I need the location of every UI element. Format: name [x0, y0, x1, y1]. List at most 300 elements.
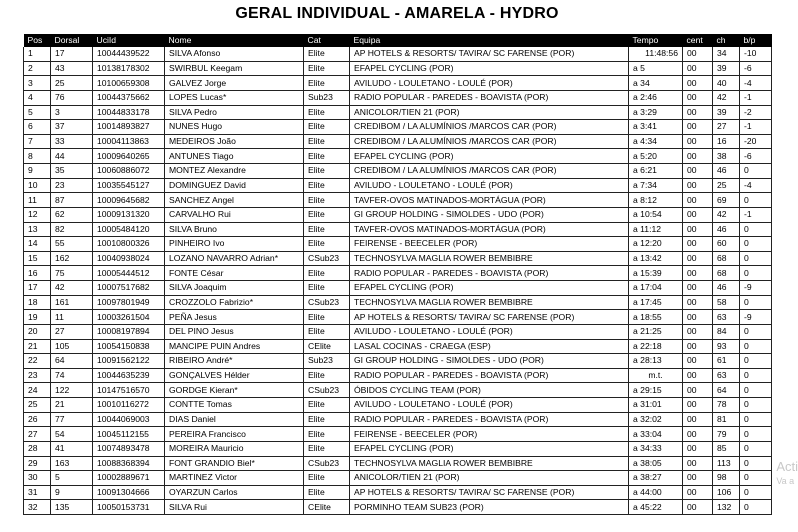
cell-bp: 0 [740, 441, 772, 456]
cell-cat: Elite [304, 237, 350, 252]
cell-bp: -6 [740, 61, 772, 76]
cell-dorsal: 64 [51, 354, 93, 369]
cell-nome: PINHEIRO Ivo [165, 237, 304, 252]
cell-cent: 00 [683, 90, 713, 105]
cell-bp: -9 [740, 281, 772, 296]
cell-uciid: 10054150838 [93, 339, 165, 354]
cell-nome: MANCIPE PUIN Andres [165, 339, 304, 354]
cell-pos: 13 [24, 222, 51, 237]
cell-bp: -9 [740, 310, 772, 325]
cell-cat: Elite [304, 266, 350, 281]
cell-pos: 29 [24, 456, 51, 471]
cell-uciid: 10014893827 [93, 120, 165, 135]
cell-uciid: 10005484120 [93, 222, 165, 237]
cell-uciid: 10008197894 [93, 324, 165, 339]
windows-activation-watermark [776, 460, 798, 488]
cell-pos: 4 [24, 90, 51, 105]
cell-dorsal: 42 [51, 281, 93, 296]
cell-nome: DEL PINO Jesus [165, 324, 304, 339]
table-row [24, 471, 772, 486]
table-row [24, 149, 772, 164]
cell-equipa: AP HOTELS & RESORTS/ TAVIRA/ SC FARENSE (POR) [350, 485, 629, 500]
cell-bp: 0 [740, 456, 772, 471]
cell-uciid: 10147516570 [93, 383, 165, 398]
cell-nome: DIAS Daniel [165, 412, 304, 427]
cell-ch: 39 [713, 61, 740, 76]
cell-uciid: 10100659308 [93, 76, 165, 91]
cell-cent: 00 [683, 339, 713, 354]
cell-equipa: CREDIBOM / LA ALUMÍNIOS /MARCOS CAR (POR) [350, 134, 629, 149]
cell-pos: 24 [24, 383, 51, 398]
cell-nome: FONT GRANDIO Biel* [165, 456, 304, 471]
cell-uciid: 10088368394 [93, 456, 165, 471]
table-row [24, 281, 772, 296]
cell-dorsal: 62 [51, 207, 93, 222]
cell-uciid: 10060886072 [93, 164, 165, 179]
cell-tempo: a 5 [629, 61, 683, 76]
cell-pos: 3 [24, 76, 51, 91]
cell-nome: PEREIRA Francisco [165, 427, 304, 442]
cell-tempo: a 34:33 [629, 441, 683, 456]
cell-uciid: 10005444512 [93, 266, 165, 281]
cell-cent: 00 [683, 266, 713, 281]
cell-equipa: AVILUDO - LOULETANO - LOULÉ (POR) [350, 324, 629, 339]
cell-pos: 14 [24, 237, 51, 252]
watermark-line-1: Acti [776, 459, 798, 474]
cell-equipa: GI GROUP HOLDING - SIMOLDES - UDO (POR) [350, 354, 629, 369]
cell-cat: CSub23 [304, 456, 350, 471]
cell-cat: Elite [304, 193, 350, 208]
table-row [24, 456, 772, 471]
cell-nome: SILVA Joaquim [165, 281, 304, 296]
cell-dorsal: 122 [51, 383, 93, 398]
cell-tempo: a 32:02 [629, 412, 683, 427]
table-row [24, 310, 772, 325]
cell-uciid: 10044069003 [93, 412, 165, 427]
cell-nome: RIBEIRO André* [165, 354, 304, 369]
cell-cent: 00 [683, 354, 713, 369]
cell-cent: 00 [683, 207, 713, 222]
cell-uciid: 10091304666 [93, 485, 165, 500]
classification-table [23, 34, 772, 515]
cell-equipa: TAVFER-OVOS MATINADOS-MORTÁGUA (POR) [350, 222, 629, 237]
cell-pos: 16 [24, 266, 51, 281]
cell-equipa: AP HOTELS & RESORTS/ TAVIRA/ SC FARENSE (POR) [350, 310, 629, 325]
cell-equipa: LASAL COCINAS - CRAEGA (ESP) [350, 339, 629, 354]
col-header-nome: Nome [165, 34, 304, 47]
cell-cat: Elite [304, 105, 350, 120]
cell-ch: 46 [713, 281, 740, 296]
cell-uciid: 10002889671 [93, 471, 165, 486]
cell-cat: Elite [304, 412, 350, 427]
cell-ch: 61 [713, 354, 740, 369]
cell-cat: CSub23 [304, 251, 350, 266]
col-header-uciid: UciId [93, 34, 165, 47]
cell-dorsal: 25 [51, 76, 93, 91]
cell-cent: 00 [683, 383, 713, 398]
cell-ch: 78 [713, 398, 740, 413]
cell-bp: 0 [740, 193, 772, 208]
cell-uciid: 10010800326 [93, 237, 165, 252]
table-row [24, 412, 772, 427]
cell-cat: Elite [304, 76, 350, 91]
cell-bp: -1 [740, 120, 772, 135]
cell-pos: 26 [24, 412, 51, 427]
cell-cent: 00 [683, 222, 713, 237]
cell-dorsal: 74 [51, 368, 93, 383]
cell-nome: DOMINGUEZ David [165, 178, 304, 193]
cell-tempo: a 29:15 [629, 383, 683, 398]
cell-pos: 21 [24, 339, 51, 354]
cell-dorsal: 5 [51, 471, 93, 486]
cell-cent: 00 [683, 441, 713, 456]
table-row [24, 500, 772, 515]
col-header-tempo: Tempo [629, 34, 683, 47]
cell-uciid: 10007517682 [93, 281, 165, 296]
table-row [24, 339, 772, 354]
cell-tempo: a 3:41 [629, 120, 683, 135]
col-header-ch: ch [713, 34, 740, 47]
col-header-bp: b/p [740, 34, 772, 47]
cell-tempo: a 12:20 [629, 237, 683, 252]
cell-cat: Elite [304, 398, 350, 413]
cell-cent: 00 [683, 427, 713, 442]
cell-tempo: a 17:45 [629, 295, 683, 310]
cell-equipa: FEIRENSE - BEECELER (POR) [350, 237, 629, 252]
cell-ch: 38 [713, 149, 740, 164]
table-row [24, 354, 772, 369]
cell-uciid: 10044833178 [93, 105, 165, 120]
cell-ch: 85 [713, 441, 740, 456]
cell-dorsal: 21 [51, 398, 93, 413]
cell-bp: 0 [740, 237, 772, 252]
cell-cat: Elite [304, 485, 350, 500]
cell-cent: 00 [683, 193, 713, 208]
cell-dorsal: 105 [51, 339, 93, 354]
cell-equipa: TECHNOSYLVA MAGLIA ROWER BEMBIBRE [350, 295, 629, 310]
cell-pos: 30 [24, 471, 51, 486]
cell-cat: Elite [304, 47, 350, 61]
cell-bp: 0 [740, 266, 772, 281]
cell-dorsal: 77 [51, 412, 93, 427]
cell-tempo: a 44:00 [629, 485, 683, 500]
table-row [24, 251, 772, 266]
table-row [24, 47, 772, 61]
cell-cent: 00 [683, 178, 713, 193]
cell-pos: 19 [24, 310, 51, 325]
cell-pos: 8 [24, 149, 51, 164]
cell-dorsal: 75 [51, 266, 93, 281]
cell-tempo: a 3:29 [629, 105, 683, 120]
table-row [24, 61, 772, 76]
cell-equipa: ÓBIDOS CYCLING TEAM (POR) [350, 383, 629, 398]
cell-bp: -2 [740, 105, 772, 120]
cell-nome: MONTEZ Alexandre [165, 164, 304, 179]
cell-tempo: a 17:04 [629, 281, 683, 296]
cell-tempo: a 18:55 [629, 310, 683, 325]
cell-ch: 68 [713, 266, 740, 281]
cell-tempo: a 7:34 [629, 178, 683, 193]
table-row [24, 485, 772, 500]
cell-equipa: RADIO POPULAR - PAREDES - BOAVISTA (POR) [350, 90, 629, 105]
cell-bp: 0 [740, 485, 772, 500]
cell-bp: 0 [740, 383, 772, 398]
cell-ch: 25 [713, 178, 740, 193]
cell-cent: 00 [683, 149, 713, 164]
cell-cat: Sub23 [304, 354, 350, 369]
cell-tempo: a 21:25 [629, 324, 683, 339]
cell-nome: SANCHEZ Angel [165, 193, 304, 208]
cell-nome: FONTE César [165, 266, 304, 281]
cell-cent: 00 [683, 485, 713, 500]
cell-ch: 46 [713, 222, 740, 237]
cell-cat: CElite [304, 339, 350, 354]
cell-cat: Elite [304, 120, 350, 135]
table-row [24, 222, 772, 237]
cell-pos: 5 [24, 105, 51, 120]
cell-nome: SILVA Rui [165, 500, 304, 515]
cell-tempo: a 11:12 [629, 222, 683, 237]
table-row [24, 266, 772, 281]
cell-cat: Elite [304, 178, 350, 193]
cell-tempo: a 15:39 [629, 266, 683, 281]
cell-pos: 1 [24, 47, 51, 61]
cell-bp: 0 [740, 354, 772, 369]
cell-cent: 00 [683, 310, 713, 325]
cell-nome: SILVA Pedro [165, 105, 304, 120]
cell-uciid: 10091562122 [93, 354, 165, 369]
col-header-dorsal: Dorsal [51, 34, 93, 47]
cell-bp: 0 [740, 398, 772, 413]
cell-equipa: EFAPEL CYCLING (POR) [350, 61, 629, 76]
cell-ch: 132 [713, 500, 740, 515]
cell-tempo: a 22:18 [629, 339, 683, 354]
cell-uciid: 10009131320 [93, 207, 165, 222]
cell-dorsal: 23 [51, 178, 93, 193]
cell-bp: 0 [740, 295, 772, 310]
cell-pos: 27 [24, 427, 51, 442]
cell-equipa: AVILUDO - LOULETANO - LOULÉ (POR) [350, 178, 629, 193]
cell-uciid: 10004113863 [93, 134, 165, 149]
cell-ch: 106 [713, 485, 740, 500]
cell-uciid: 10010116272 [93, 398, 165, 413]
cell-bp: 0 [740, 427, 772, 442]
cell-dorsal: 33 [51, 134, 93, 149]
cell-cent: 00 [683, 47, 713, 61]
cell-cat: CSub23 [304, 383, 350, 398]
cell-cent: 00 [683, 251, 713, 266]
cell-uciid: 10009640265 [93, 149, 165, 164]
cell-equipa: ANICOLOR/TIEN 21 (POR) [350, 471, 629, 486]
cell-cent: 00 [683, 134, 713, 149]
cell-tempo: a 34 [629, 76, 683, 91]
cell-equipa: AVILUDO - LOULETANO - LOULÉ (POR) [350, 76, 629, 91]
cell-bp: -6 [740, 149, 772, 164]
cell-ch: 84 [713, 324, 740, 339]
cell-ch: 63 [713, 310, 740, 325]
cell-pos: 7 [24, 134, 51, 149]
cell-bp: -1 [740, 207, 772, 222]
cell-pos: 17 [24, 281, 51, 296]
cell-cat: Elite [304, 324, 350, 339]
cell-cat: Elite [304, 281, 350, 296]
cell-pos: 12 [24, 207, 51, 222]
cell-nome: LOPES Lucas* [165, 90, 304, 105]
cell-nome: CONTTE Tomas [165, 398, 304, 413]
cell-cent: 00 [683, 471, 713, 486]
cell-pos: 31 [24, 485, 51, 500]
cell-equipa: TECHNOSYLVA MAGLIA ROWER BEMBIBRE [350, 456, 629, 471]
cell-pos: 6 [24, 120, 51, 135]
cell-dorsal: 27 [51, 324, 93, 339]
table-row [24, 398, 772, 413]
cell-tempo: a 31:01 [629, 398, 683, 413]
cell-dorsal: 44 [51, 149, 93, 164]
cell-bp: -1 [740, 90, 772, 105]
cell-cat: Sub23 [304, 90, 350, 105]
cell-equipa: RADIO POPULAR - PAREDES - BOAVISTA (POR) [350, 266, 629, 281]
col-header-cent: cent [683, 34, 713, 47]
table-row [24, 383, 772, 398]
cell-ch: 60 [713, 237, 740, 252]
cell-equipa: EFAPEL CYCLING (POR) [350, 149, 629, 164]
cell-pos: 10 [24, 178, 51, 193]
cell-cent: 00 [683, 76, 713, 91]
cell-nome: GALVEZ Jorge [165, 76, 304, 91]
table-row [24, 90, 772, 105]
cell-dorsal: 54 [51, 427, 93, 442]
cell-cat: Elite [304, 427, 350, 442]
cell-ch: 81 [713, 412, 740, 427]
table-row [24, 120, 772, 135]
cell-uciid: 10044375662 [93, 90, 165, 105]
cell-dorsal: 161 [51, 295, 93, 310]
table-row [24, 324, 772, 339]
cell-nome: PEÑA Jesus [165, 310, 304, 325]
cell-ch: 98 [713, 471, 740, 486]
cell-dorsal: 163 [51, 456, 93, 471]
table-row [24, 295, 772, 310]
cell-cat: Elite [304, 310, 350, 325]
cell-uciid: 10097801949 [93, 295, 165, 310]
cell-uciid: 10074893478 [93, 441, 165, 456]
cell-dorsal: 135 [51, 500, 93, 515]
cell-cat: Elite [304, 134, 350, 149]
cell-cent: 00 [683, 324, 713, 339]
cell-ch: 39 [713, 105, 740, 120]
cell-ch: 42 [713, 207, 740, 222]
cell-bp: -4 [740, 178, 772, 193]
cell-uciid: 10045112155 [93, 427, 165, 442]
cell-cat: Elite [304, 164, 350, 179]
cell-nome: LOZANO NAVARRO Adrian* [165, 251, 304, 266]
cell-equipa: ANICOLOR/TIEN 21 (POR) [350, 105, 629, 120]
cell-pos: 25 [24, 398, 51, 413]
cell-dorsal: 43 [51, 61, 93, 76]
cell-tempo: a 45:22 [629, 500, 683, 515]
cell-cat: Elite [304, 207, 350, 222]
cell-equipa: EFAPEL CYCLING (POR) [350, 281, 629, 296]
cell-equipa: TAVFER-OVOS MATINADOS-MORTÁGUA (POR) [350, 193, 629, 208]
cell-ch: 16 [713, 134, 740, 149]
cell-pos: 20 [24, 324, 51, 339]
cell-dorsal: 55 [51, 237, 93, 252]
cell-nome: CARVALHO Rui [165, 207, 304, 222]
cell-tempo: a 38:05 [629, 456, 683, 471]
cell-bp: 0 [740, 471, 772, 486]
cell-equipa: PORMINHO TEAM SUB23 (POR) [350, 500, 629, 515]
cell-cat: CElite [304, 500, 350, 515]
cell-bp: -10 [740, 47, 772, 61]
cell-pos: 15 [24, 251, 51, 266]
cell-cent: 00 [683, 120, 713, 135]
cell-tempo: a 8:12 [629, 193, 683, 208]
cell-cent: 00 [683, 105, 713, 120]
table-row [24, 134, 772, 149]
cell-dorsal: 37 [51, 120, 93, 135]
cell-dorsal: 87 [51, 193, 93, 208]
cell-dorsal: 76 [51, 90, 93, 105]
cell-cent: 00 [683, 281, 713, 296]
cell-bp: 0 [740, 500, 772, 515]
table-row [24, 237, 772, 252]
cell-dorsal: 41 [51, 441, 93, 456]
cell-bp: 0 [740, 368, 772, 383]
cell-uciid: 10009645682 [93, 193, 165, 208]
cell-nome: MARTINEZ Victor [165, 471, 304, 486]
cell-tempo: a 2:46 [629, 90, 683, 105]
cell-ch: 42 [713, 90, 740, 105]
cell-cat: Elite [304, 149, 350, 164]
cell-uciid: 10040938024 [93, 251, 165, 266]
cell-nome: SWIRBUL Keegam [165, 61, 304, 76]
col-header-cat: Cat [304, 34, 350, 47]
cell-ch: 69 [713, 193, 740, 208]
cell-uciid: 10035545127 [93, 178, 165, 193]
cell-ch: 64 [713, 383, 740, 398]
cell-nome: SILVA Bruno [165, 222, 304, 237]
col-header-pos: Pos [24, 34, 51, 47]
cell-dorsal: 3 [51, 105, 93, 120]
header-row [24, 34, 772, 47]
cell-tempo: a 33:04 [629, 427, 683, 442]
cell-pos: 9 [24, 164, 51, 179]
cell-ch: 40 [713, 76, 740, 91]
cell-cent: 00 [683, 295, 713, 310]
table-row [24, 193, 772, 208]
table-row [24, 76, 772, 91]
cell-nome: SILVA Afonso [165, 47, 304, 61]
table-row [24, 164, 772, 179]
cell-tempo: a 13:42 [629, 251, 683, 266]
cell-dorsal: 17 [51, 47, 93, 61]
cell-pos: 32 [24, 500, 51, 515]
cell-cat: Elite [304, 368, 350, 383]
cell-uciid: 10044439522 [93, 47, 165, 61]
cell-equipa: CREDIBOM / LA ALUMÍNIOS /MARCOS CAR (POR) [350, 164, 629, 179]
cell-cent: 00 [683, 164, 713, 179]
cell-cat: CSub23 [304, 295, 350, 310]
cell-nome: MEDEIROS João [165, 134, 304, 149]
cell-tempo: a 10:54 [629, 207, 683, 222]
cell-bp: -20 [740, 134, 772, 149]
cell-tempo: a 4:34 [629, 134, 683, 149]
table-row [24, 441, 772, 456]
cell-equipa: RADIO POPULAR - PAREDES - BOAVISTA (POR) [350, 368, 629, 383]
cell-dorsal: 9 [51, 485, 93, 500]
cell-pos: 23 [24, 368, 51, 383]
cell-uciid: 10044635239 [93, 368, 165, 383]
